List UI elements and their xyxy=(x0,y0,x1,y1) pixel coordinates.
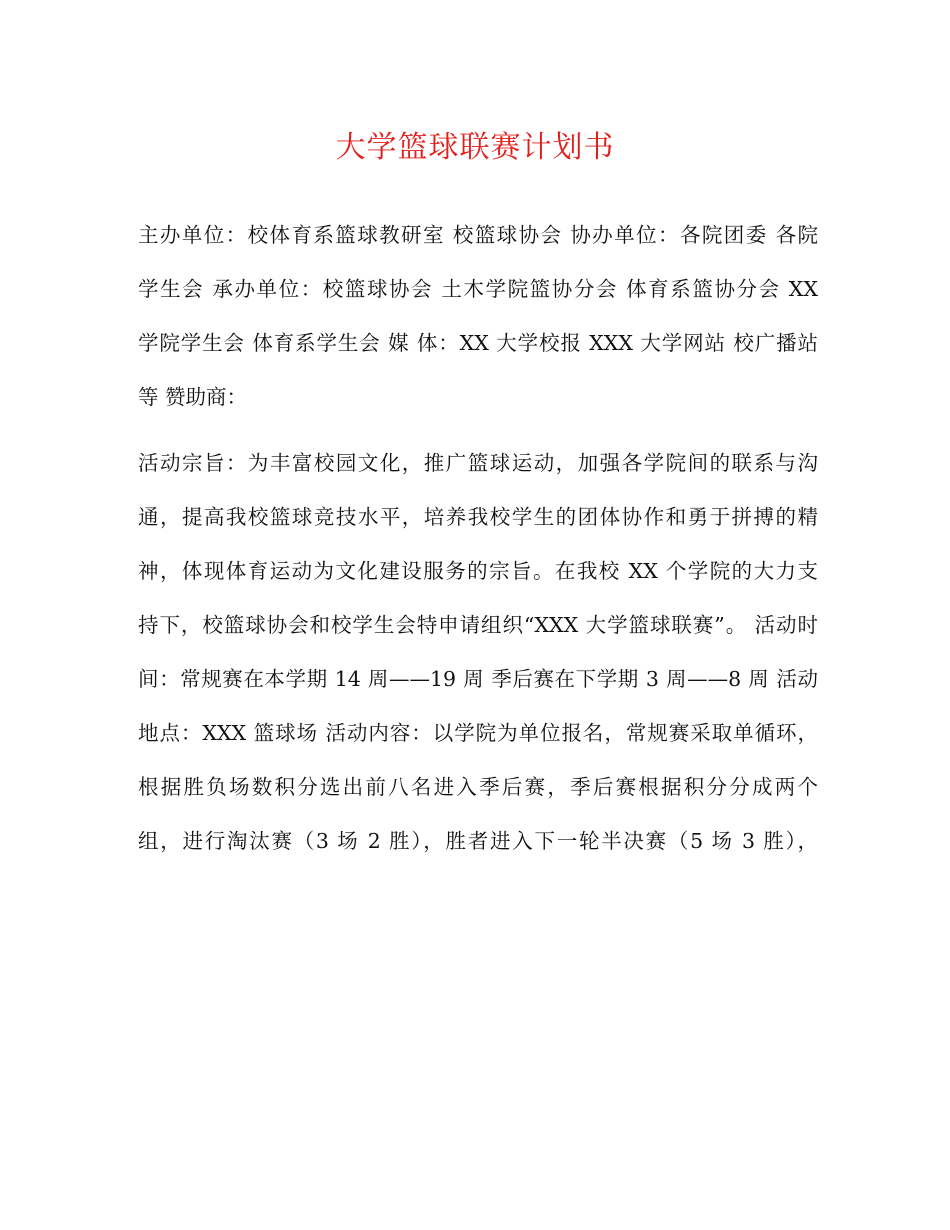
text-line: 持下，校篮球协会和校学生会特申请组织“XXX 大学篮球联赛”。 活动时 xyxy=(138,613,818,637)
text-line: 学院学生会 体育系学生会 媒 体：XX 大学校报 XXX 大学网站 校广播站 xyxy=(138,331,818,355)
text-line: 神，体现体育运动为文化建设服务的宗旨。在我校 XX 个学院的大力支 xyxy=(138,559,818,583)
text-line: 组，进行淘汰赛（3 场 2 胜），胜者进入下一轮半决赛（5 场 3 胜）， xyxy=(138,829,818,853)
text-line: 等 赞助商： xyxy=(138,385,248,409)
text-line: 活动宗旨：为丰富校园文化，推广篮球运动，加强各学院间的联系与沟 xyxy=(138,451,818,475)
document-title: 大学篮球联赛计划书 xyxy=(335,130,615,165)
text-line: 地点：XXX 篮球场 活动内容：以学院为单位报名，常规赛采取单循环， xyxy=(138,721,818,745)
text-line: 通，提高我校篮球竞技水平，培养我校学生的团体协作和勇于拼搏的精 xyxy=(138,505,818,529)
text-line: 根据胜负场数积分选出前八名进入季后赛，季后赛根据积分分成两个 xyxy=(138,775,818,799)
document-body xyxy=(138,212,818,872)
text-line: 学生会 承办单位：校篮球协会 土木学院篮协分会 体育系篮协分会 XX xyxy=(138,277,818,301)
text-line: 间：常规赛在本学期 14 周——19 周 季后赛在下学期 3 周——8 周 活动 xyxy=(138,667,818,691)
text-line: 主办单位：校体育系篮球教研室 校篮球协会 协办单位：各院团委 各院 xyxy=(138,223,818,247)
